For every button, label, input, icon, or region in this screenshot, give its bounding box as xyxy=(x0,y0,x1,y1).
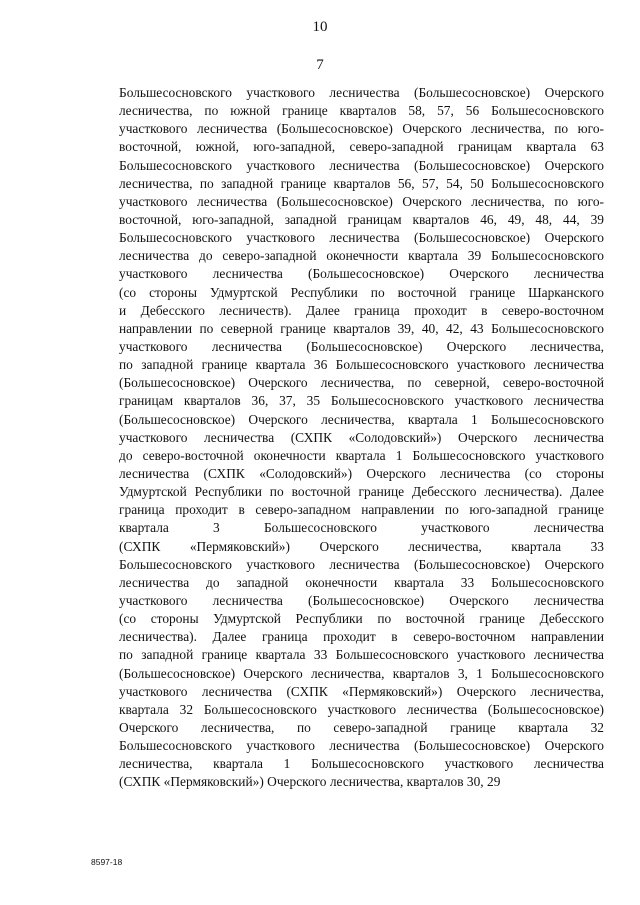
text-line: участкового лесничества (Большесосновское) Очерского лесничества, xyxy=(119,338,604,354)
page-number-outer: 10 xyxy=(312,19,328,35)
text-line: участкового лесничества (Большесосновское) Очерского лесничества xyxy=(119,592,604,608)
text-line: до северо-восточной оконечности квартала 1 Большесосновского участкового xyxy=(119,447,604,463)
text-line: границам кварталов 36, 37, 35 Большесосновского участкового лесничества xyxy=(119,393,604,409)
text-line: (со стороны Удмуртской Республики по восточной границе Шарканского xyxy=(119,284,604,300)
text-line: лесничества (СХПК «Солодовский») Очерского лесничества (со стороны xyxy=(119,465,604,481)
text-line: Большесосновского участкового лесничества (Большесосновское) Очерского xyxy=(119,157,604,173)
text-line: лесничества). Далее граница проходит в северо-восточном направлении xyxy=(119,629,604,645)
text-line: квартала 32 Большесосновского участкового лесничества (Большесосновское) xyxy=(119,701,604,717)
text-line: лесничества, по южной границе кварталов 58, 57, 56 Большесосновского xyxy=(119,103,604,119)
text-line: лесничества, квартала 1 Большесосновского участкового лесничества xyxy=(119,756,604,772)
text-line: восточной, юго-западной, западной границам кварталов 46, 49, 48, 44, 39 xyxy=(119,211,604,227)
text-line: (Большесосновское) Очерского лесничества, квартала 1 Большесосновского xyxy=(119,411,604,427)
text-line: направлении по северной границе кварталов 39, 40, 42, 43 Большесосновского xyxy=(119,320,604,336)
text-line: Удмуртской Республики по восточной границе Дебесского лесничества). Далее xyxy=(119,484,604,500)
text-line: по западной границе квартала 33 Большесосновского участкового лесничества xyxy=(119,647,604,663)
text-line: Очерского лесничества, по северо-западной границе квартала 32 xyxy=(119,719,604,735)
body-text xyxy=(119,84,604,791)
text-line: участкового лесничества (СХПК «Солодовский») Очерского лесничества xyxy=(119,429,604,445)
text-line: Большесосновского участкового лесничества (Большесосновское) Очерского xyxy=(119,738,604,754)
text-line: граница проходит в северо-западном направлении по юго-западной границе xyxy=(119,502,604,518)
text-line: (СХПК «Пермяковский») Очерского лесничества, квартала 33 xyxy=(119,538,604,554)
text-line: (Большесосновское) Очерского лесничества, кварталов 3, 1 Большесосновского xyxy=(119,665,604,681)
text-line: участкового лесничества (Большесосновское) Очерского лесничества xyxy=(119,266,604,282)
text-line: (СХПК «Пермяковский») Очерского лесничества, кварталов 30, 29 xyxy=(119,774,501,790)
text-line: участкового лесничества (Большесосновское) Очерского лесничества, по юго- xyxy=(119,121,604,137)
page-number-inner: 7 xyxy=(316,57,324,73)
text-line: лесничества до северо-западной оконечности квартала 39 Большесосновского xyxy=(119,248,604,264)
text-line: и Дебесского лесничеств). Далее граница проходит в северо-восточном xyxy=(119,302,604,318)
text-line: лесничества до западной оконечности квартала 33 Большесосновского xyxy=(119,574,604,590)
text-line: Большесосновского участкового лесничества (Большесосновское) Очерского xyxy=(119,230,604,246)
text-line: квартала 3 Большесосновского участкового лесничества xyxy=(119,520,604,536)
text-line: восточной, южной, юго-западной, северо-западной границам квартала 63 xyxy=(119,139,604,155)
text-line: (со стороны Удмуртской Республики по восточной границе Дебесского xyxy=(119,611,604,627)
text-line: (Большесосновское) Очерского лесничества, по северной, северо-восточной xyxy=(119,375,604,391)
text-line: Большесосновского участкового лесничества (Большесосновское) Очерского xyxy=(119,85,604,100)
text-line: участкового лесничества (Большесосновское) Очерского лесничества, по юго- xyxy=(119,193,604,209)
text-line: Большесосновского участкового лесничества (Большесосновское) Очерского xyxy=(119,556,604,572)
text-line: участкового лесничества (СХПК «Пермяковский») Очерского лесничества, xyxy=(119,683,604,699)
document-code: 8597-18 xyxy=(91,857,123,867)
text-line: лесничества, по западной границе кварталов 56, 57, 54, 50 Большесосновского xyxy=(119,175,604,191)
text-line: по западной границе квартала 36 Большесосновского участкового лесничества xyxy=(119,357,604,373)
